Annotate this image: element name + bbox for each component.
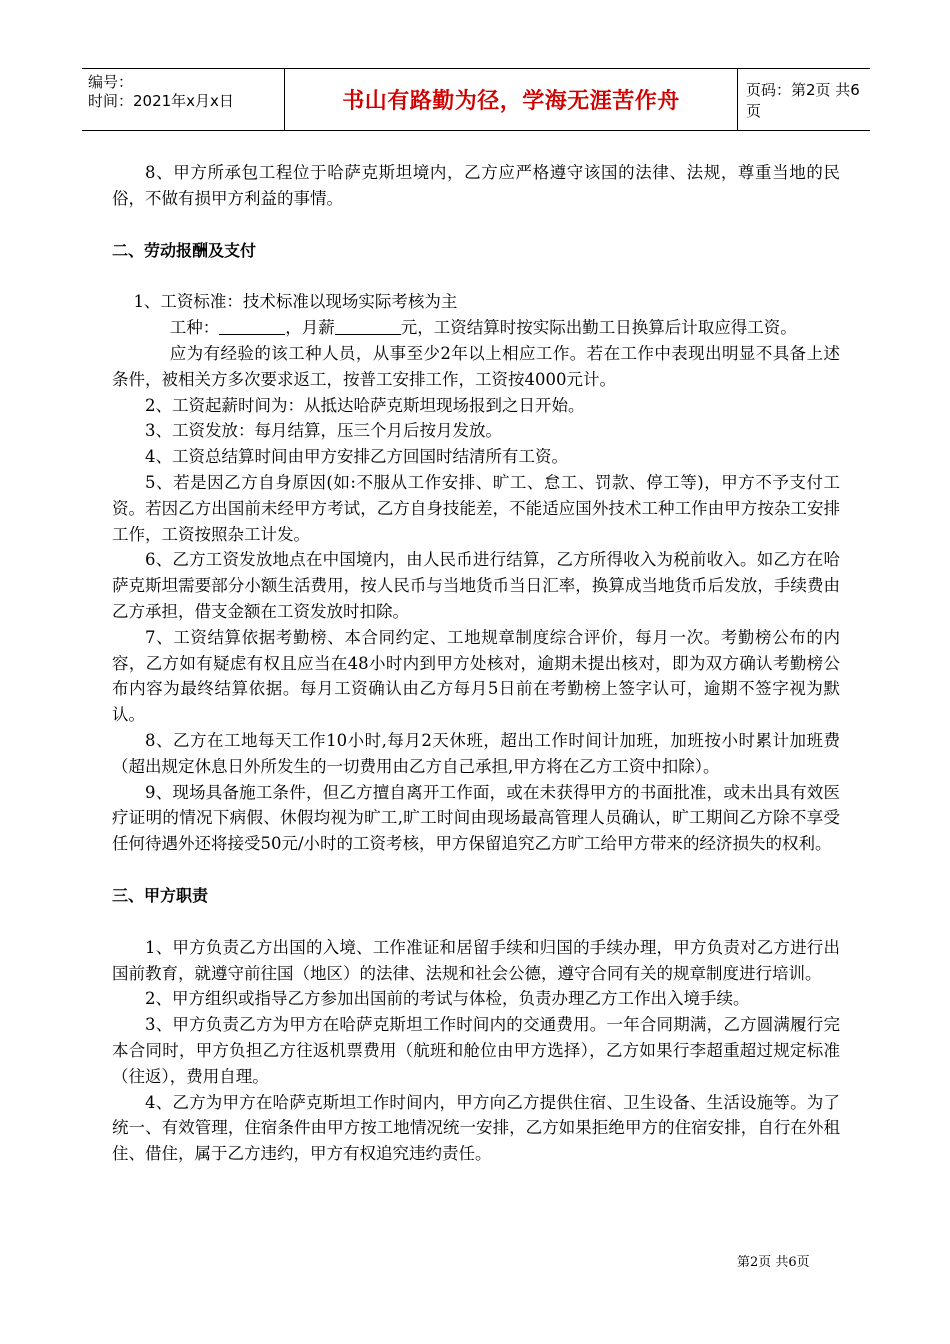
paragraph-duty-4: 4、乙方为甲方在哈萨克斯坦工作时间内，甲方向乙方提供住宿、卫生设备、生活设施等。为了统一、有效管理，住宿条件由甲方按工地情况统一安排，乙方如果拒绝甲方的住宿安排，自行在外租住、借住，属于乙方违约，甲方有权追究违约责任。 [112,1092,840,1164]
paragraph-final-settlement: 4、工资总结算时间由甲方安排乙方回国时结清所有工资。 [145,447,568,467]
page-header [82,68,870,131]
document-body [112,160,840,1167]
paragraph-overtime: 8、乙方在工地每天工作10小时,每月2天休班，超出工作时间计加班，加班按小时累计加班费（超出规定休息日外所发生的一切费用由乙方自己承担,甲方将在乙方工资中扣除）。 [112,730,840,776]
paragraph-payment-location: 6、乙方工资发放地点在中国境内，由人民币进行结算，乙方所得收入为税前收入。如乙方在哈萨克斯坦需要部分小额生活费用，按人民币与当地货币当日汇率，换算成当地货币后发放，手续费由乙方承担，借支金额在工资发放时扣除。 [112,550,840,621]
footer-page-number: 第2页 共6页 [737,1255,810,1270]
document-number-label: 编号： [88,73,134,91]
section-heading-duties: 三、甲方职责 [112,885,209,905]
paragraph-wage-standard: 1、工资标准：技术标准以现场实际考核为主 [133,292,458,312]
paragraph-duty-2: 2、甲方组织或指导乙方参加出国前的考试与体检，负责办理乙方工作出入境手续。 [145,989,750,1009]
paragraph-wage-start: 2、工资起薪时间为：从抵达哈萨克斯坦现场报到之日开始。 [145,395,585,415]
paragraph-job-type [112,315,840,341]
paragraph-duty-1: 1、甲方负责乙方出国的入境、工作准证和居留手续和归国的手续办理，甲方负责对乙方进行出国前教育，就遵守前往国（地区）的法律、法规和社会公德，遵守合同有关的规章制度进行培训。 [112,937,840,983]
monthly-salary-label: ，月薪 [285,318,335,338]
paragraph-wage-payment: 3、工资发放：每月结算，压三个月后按月发放。 [145,421,502,441]
header-motto: 书山有路勤为径，学海无涯苦作舟 [342,89,680,114]
section-heading-remuneration: 二、劳动报酬及支付 [112,240,257,260]
paragraph-absence: 9、现场具备施工条件，但乙方擅自离开工作面，或在未获得甲方的书面批准，或未出具有效医疗证明的情况下病假、休假均视为旷工,旷工时间由现场最高管理人员确认，旷工期间乙方除不享受任何待遇外还将接受50元/小时的工资考核，甲方保留追究乙方旷工给甲方带来的经济损失的权利。 [112,782,840,854]
document-date: 时间：2021年x月x日 [88,92,234,110]
wage-calc-text: 元，工资结算时按实际出勤工日换算后计取应得工资。 [400,318,797,338]
page-footer [737,1251,810,1270]
page-code-text: 页码：第2页 共6页 [746,80,860,120]
paragraph-item-8: 8、甲方所承包工程位于哈萨克斯坦境内，乙方应严格遵守该国的法律、法规，尊重当地的民俗，不做有损甲方利益的事情。 [112,163,840,208]
monthly-salary-blank [335,318,401,335]
paragraph-experience: 应为有经验的该工种人员，从事至少2年以上相应工作。若在工作中表现出明显不具备上述条件，被相关方多次要求返工，按普工安排工作，工资按4000元计。 [112,343,840,389]
paragraph-attendance: 7、工资结算依据考勤榜、本合同约定、工地规章制度综合评价，每月一次。考勤榜公布的内容，乙方如有疑虑有权且应当在48小时内到甲方处核对，逾期未提出核对，即为双方确认考勤榜公布内容为最终结算依据。每月工资确认由乙方每月5日前在考勤榜上签字认可，逾期不签字视为默认。 [112,627,840,725]
job-type-blank [219,318,285,335]
job-type-label: 工种： [169,318,220,338]
header-motto-cell [284,69,738,130]
paragraph-duty-3: 3、甲方负责乙方为甲方在哈萨克斯坦工作时间内的交通费用。一年合同期满，乙方圆满履行完本合同时，甲方负担乙方往返机票费用（航班和舱位由甲方选择），乙方如果行李超重超过规定标准（往返），费用自理。 [112,1015,840,1086]
header-meta [82,69,284,130]
header-page-code [738,69,870,130]
paragraph-no-pay: 5、若是因乙方自身原因(如:不服从工作安排、旷工、怠工、罚款、停工等)，甲方不予支付工资。若因乙方出国前未经甲方考试，乙方自身技能差，不能适应国外技术工种工作由甲方按杂工安排工作，工资按照杂工计发。 [112,472,840,544]
